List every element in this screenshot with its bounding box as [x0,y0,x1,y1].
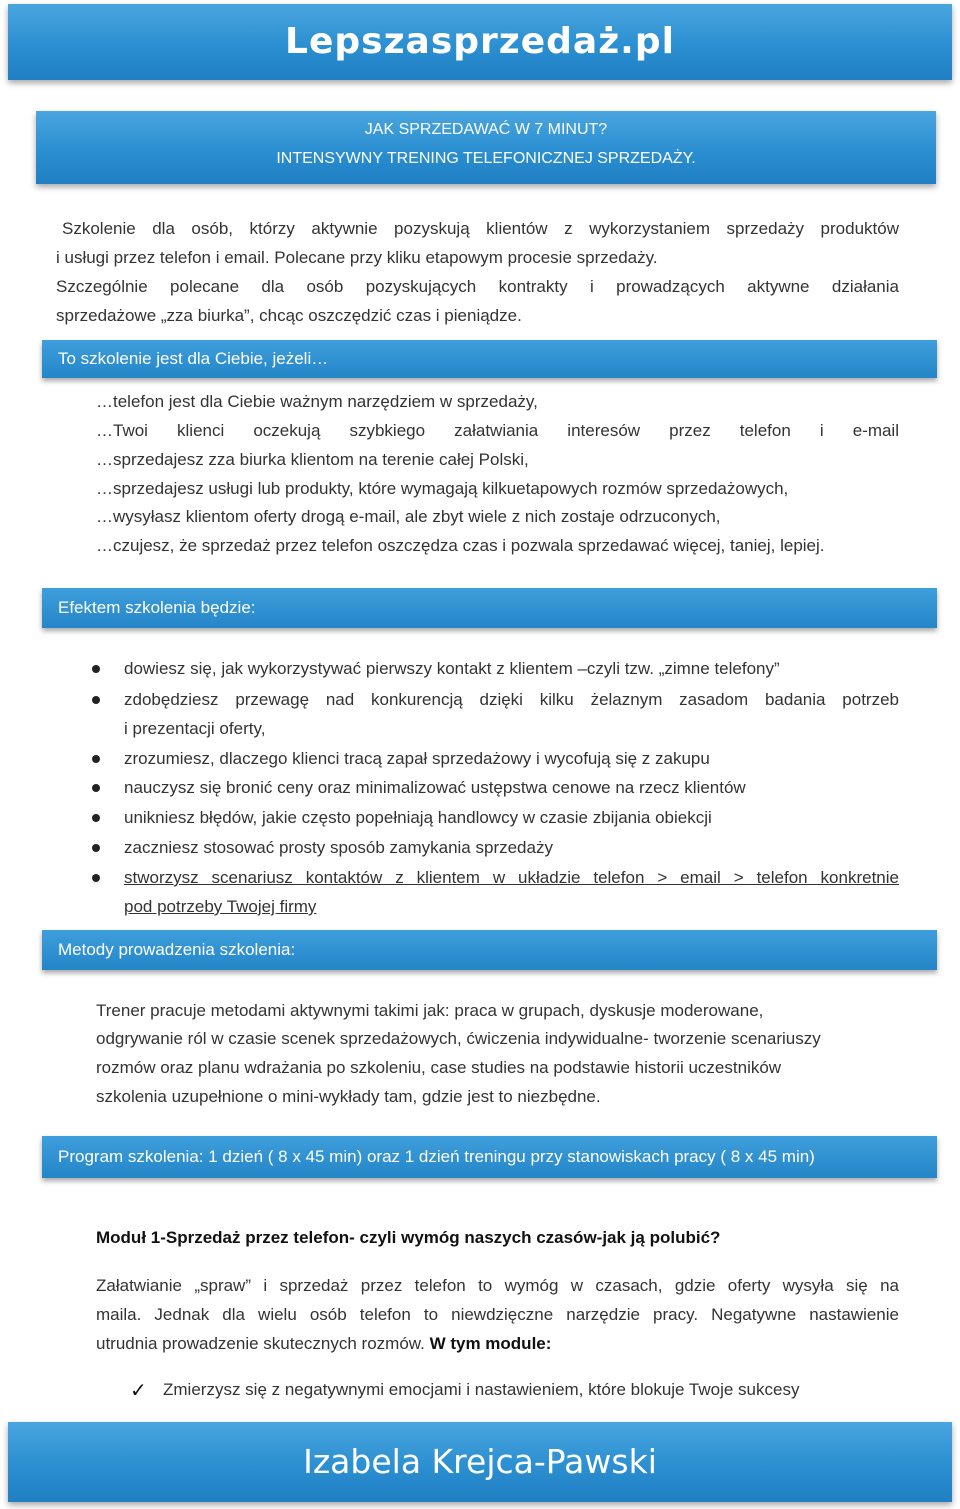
list-item: …telefon jest dla Ciebie ważnym narzędziem w sprzedaży, [96,392,538,411]
header-banner [8,4,952,80]
section-heading-for-you [42,340,937,378]
title-line-2: INTENSYWNY TRENING TELEFONICZNEJ SPRZEDAŻY. [276,150,696,167]
methods-line-4: szkolenia uzupełnione o mini-wykłady tam, gdzie jest to niezbędne. [96,1087,601,1106]
brand-title: Lepszasprzedaż.pl [285,21,675,62]
section-heading-for-you-text: To szkolenie jest dla Ciebie, jeżeli… [58,349,329,368]
footer-banner [8,1422,952,1502]
effect-item-underlined [124,868,899,888]
bullet-icon [92,844,100,852]
intro-line-2: i usługi przez telefon i email. Polecane przy kliku etapowym procesie sprzedaży. [56,248,658,267]
intro-line-3: Szczególnie polecane dla osób pozyskujących kontrakty i prowadzących aktywne działania [56,277,899,296]
effect-item: zdobędziesz przewagę nad konkurencją dzięki kilku żelaznym zasadom badania potrzeb [124,690,899,709]
list-item: …sprzedajesz zza biurka klientom na terenie całej Polski, [96,450,529,469]
section-heading-program-text: Program szkolenia: 1 dzień ( 8 x 45 min) oraz 1 dzień treningu przy stanowiskach pracy ( 8 x 45 min) [58,1147,815,1166]
effect-item: dowiesz się, jak wykorzystywać pierwszy kontakt z klientem –czyli tzw. „zimne telefony” [124,659,780,678]
effect-item-underlined-continuation: pod potrzeby Twojej firmy [124,897,317,916]
checkmark-icon: ✓ [130,1380,147,1402]
module-line-3-bold: W tym module: [429,1334,552,1353]
footer-author: Izabela Krejca-Pawski [303,1442,657,1481]
effect-item: zrozumiesz, dlaczego klienci tracą zapał sprzedażowy i wycofują się z zakupu [124,749,710,768]
module-check-item: Zmierzysz się z negatywnymi emocjami i nastawieniem, które blokuje Twoje sukcesy [163,1380,800,1399]
bullet-icon [92,665,100,673]
section-heading-program [42,1136,937,1178]
section-heading-effects-text: Efektem szkolenia będzie: [58,598,256,617]
module-line-1: Załatwianie „spraw” i sprzedaż przez telefon to wymóg w czasach, gdzie oferty wysyła się na [96,1276,899,1295]
section-heading-effects [42,588,937,628]
bullet-icon [92,755,100,763]
module-line-3-text: utrudnia prowadzenie skutecznych rozmów. [96,1334,425,1353]
effect-item-underlined-text: stworzysz scenariusz kontaktów z klientem w układzie telefon > email > telefon konkretnie [124,868,899,887]
effect-item-continuation: i prezentacji oferty, [124,719,266,738]
title-box [36,111,936,184]
list-item: …wysyłasz klientom oferty drogą e-mail, ale zbyt wiele z nich zostaje odrzuconych, [96,507,721,526]
bullet-icon [92,784,100,792]
intro-line-4: sprzedażowe „zza biurka”, chcąc oszczędzić czas i pieniądze. [56,306,522,325]
module-line-3 [96,1334,551,1354]
module-title: Moduł 1-Sprzedaż przez telefon- czyli wymóg naszych czasów-jak ją polubić? [96,1228,721,1247]
effect-item: unikniesz błędów, jakie często popełniają handlowcy w czasie zbijania obiekcji [124,808,712,827]
module-line-2: maila. Jednak dla wielu osób telefon to niewdzięczne narzędzie pracy. Negatywne nastawienie [96,1305,899,1324]
list-item: …Twoi klienci oczekują szybkiego załatwiania interesów przez telefon i e-mail [96,421,899,440]
intro-line-1: Szkolenie dla osób, którzy aktywnie pozyskują klientów z wykorzystaniem sprzedaży produktów [62,219,899,238]
bullet-icon [92,696,100,704]
list-item: …czujesz, że sprzedaż przez telefon oszczędza czas i pozwala sprzedawać więcej, taniej, lepiej. [96,536,825,555]
section-heading-methods-text: Metody prowadzenia szkolenia: [58,940,296,959]
methods-line-3: rozmów oraz planu wdrażania po szkoleniu, case studies na podstawie historii uczestników [96,1058,782,1077]
methods-line-2: odgrywanie ról w czasie scenek sprzedażowych, ćwiczenia indywidualne- tworzenie scenariuszy [96,1029,821,1048]
effect-item: zaczniesz stosować prosty sposób zamykania sprzedaży [124,838,553,857]
bullet-icon [92,814,100,822]
bullet-icon [92,874,100,882]
effect-item: nauczysz się bronić ceny oraz minimalizować ustępstwa cenowe na rzecz klientów [124,778,746,797]
section-heading-methods [42,930,937,970]
methods-line-1: Trener pracuje metodami aktywnymi takimi jak: praca w grupach, dyskusje moderowane, [96,1001,764,1020]
title-line-1: JAK SPRZEDAWAĆ W 7 MINUT? [364,121,608,138]
list-item: …sprzedajesz usługi lub produkty, które wymagają kilkuetapowych rozmów sprzedażowych, [96,479,789,498]
